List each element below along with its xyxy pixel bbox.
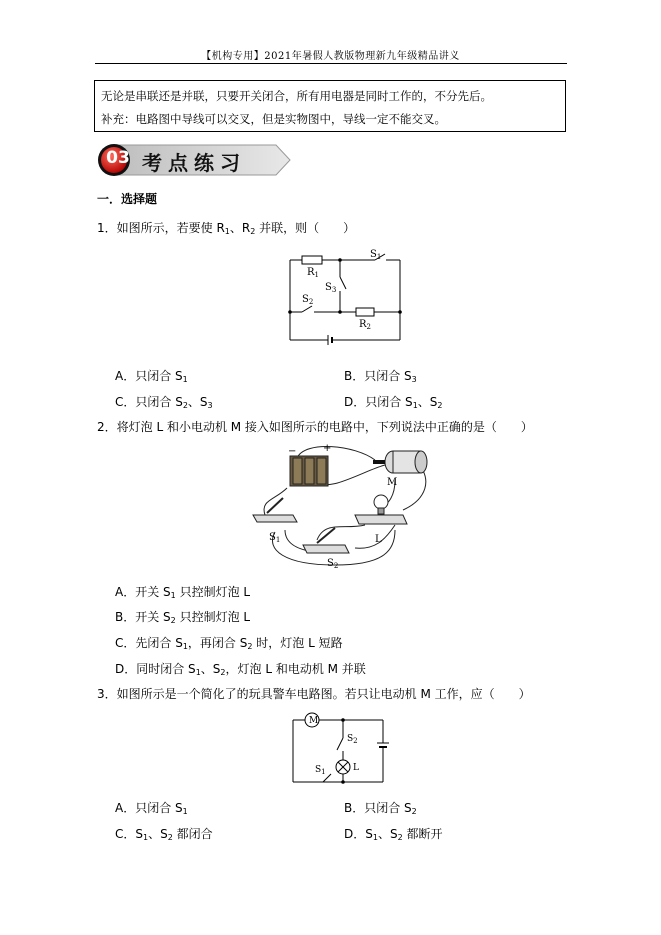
q3-circuit-diagram — [285, 710, 395, 788]
q3-option-d[interactable]: D．$S_1$、$S_2$ 都断开 — [344, 827, 443, 842]
svg-text:S1: $S_1$ — [269, 532, 281, 544]
q1-option-b[interactable]: B．只闭合 $S_3$ — [344, 369, 417, 384]
q1-option-c[interactable]: C．只闭合 $S_2$、$S_3$ — [115, 395, 213, 410]
svg-text:L: L — [375, 534, 382, 545]
q2-option-a[interactable]: A．开关 $S_1$ 只控制灯泡 L — [115, 585, 251, 600]
q1-option-a[interactable]: A．只闭合 $S_1$ — [115, 369, 188, 384]
page-header: 【机构专用】2021年暑假人教版物理新九年级精品讲义 — [201, 51, 460, 62]
banner-title: 考点练习 — [142, 151, 246, 175]
q3-option-b[interactable]: B．只闭合 $S_2$ — [344, 801, 417, 816]
q1-circuit-diagram — [280, 245, 410, 355]
svg-text:S2: $S_2$ — [302, 294, 314, 306]
q2-option-d[interactable]: D．同时闭合 $S_1$、$S_2$，灯泡 L 和电动机 M 并联 — [115, 662, 366, 677]
q3-option-c[interactable]: C．$S_1$、$S_2$ 都闭合 — [115, 827, 213, 842]
svg-text:S2: $S_2$ — [347, 734, 358, 745]
note-line-2: 补充：电路图中导线可以交叉，但是实物图中，导线一定不能交叉。 — [101, 112, 446, 126]
svg-text:R1: $R_1$ — [307, 267, 319, 279]
note-line-1: 无论是串联还是并联，只要开关闭合，所有用电器是同时工作的，不分先后。 — [101, 89, 492, 103]
svg-text:S2: $S_2$ — [327, 558, 339, 570]
svg-text:M: M — [387, 477, 398, 488]
svg-text:+: + — [323, 443, 332, 454]
header-rule — [95, 63, 567, 64]
q2-circuit-illustration — [245, 440, 435, 575]
q3-option-a[interactable]: A．只闭合 $S_1$ — [115, 801, 188, 816]
q2-option-b[interactable]: B．开关 $S_2$ 只控制灯泡 L — [115, 610, 251, 625]
q1-stem: 1．如图所示，若要使 $R_1$、$R_2$ 并联，则（ ） — [97, 221, 356, 236]
banner-number: 03 — [106, 148, 130, 168]
svg-text:S1: $S_1$ — [315, 765, 326, 776]
q3-stem: 3．如图所示是一个简化了的玩具警车电路图。若只让电动机 M 工作，应（ ） — [97, 687, 531, 701]
svg-text:L: L — [353, 763, 359, 773]
svg-text:S3: $S_3$ — [325, 282, 337, 294]
q2-option-c[interactable]: C．先闭合 $S_1$，再闭合 $S_2$ 时，灯泡 L 短路 — [115, 636, 343, 651]
q2-stem: 2．将灯泡 L 和小电动机 M 接入如图所示的电路中，下列说法中正确的是（ ） — [97, 420, 533, 434]
svg-text:M: M — [309, 716, 319, 726]
svg-text:S1: $S_1$ — [370, 249, 382, 261]
section-title: 一．选择题 — [97, 192, 158, 206]
q1-option-d[interactable]: D．只闭合 $S_1$、$S_2$ — [344, 395, 443, 410]
note-box — [94, 80, 566, 132]
svg-text:R2: $R_2$ — [359, 319, 371, 331]
svg-text:−: − — [288, 446, 297, 457]
